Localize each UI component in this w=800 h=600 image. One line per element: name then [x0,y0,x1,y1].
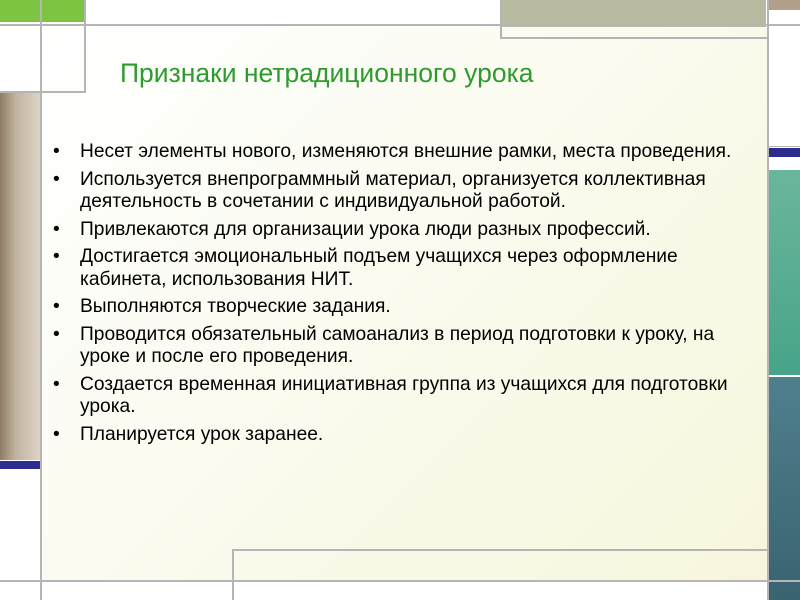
bullet-item: • Несет элементы нового, изменяются внешние рамки, места проведения. [51,141,741,164]
grid-line-h6 [0,580,800,582]
grid-line-h5 [232,549,769,551]
left-brown-bar [0,93,40,460]
grid-line-v2 [84,0,86,93]
bullet-item: • Привлекаются для организации урока люди разных профессий. [51,219,741,242]
bullet-item: • Достигается эмоциональный подъем учащихся через оформление кабинета, использования НИТ. [51,246,741,291]
bullet-item: • Планируется урок заранее. [51,424,741,447]
grid-line-h4 [767,146,800,147]
grid-line-h1 [0,24,800,26]
grid-line-v5 [232,549,234,600]
grid-line-v4 [500,0,502,38]
right-brown-strip [769,0,800,10]
bullet-item: • Создается временная инициативная группа из учащихся для подготовки урока. [51,374,741,419]
bullet-item: • Используется внепрограммный материал, организуется коллективная деятельность в сочетании с индивидуальной работой. [51,169,741,214]
grid-line-v3 [767,0,769,600]
bullet-list [51,141,741,451]
bullet-item: • Проводится обязательный самоанализ в период подготовки к уроку, на уроке и после его проведения. [51,324,741,369]
right-teal-block [769,170,800,375]
right-blue-bar [769,148,800,157]
top-green-block [0,0,84,22]
slide-title: Признаки нетрадиционного урока [120,58,534,88]
left-blue-bar [0,461,40,469]
grid-line-h2 [0,91,86,93]
bullet-item: • Выполняются творческие задания. [51,296,741,319]
grid-line-v1 [40,0,42,600]
right-slate-block [769,377,800,600]
grid-line-h3 [500,37,769,39]
